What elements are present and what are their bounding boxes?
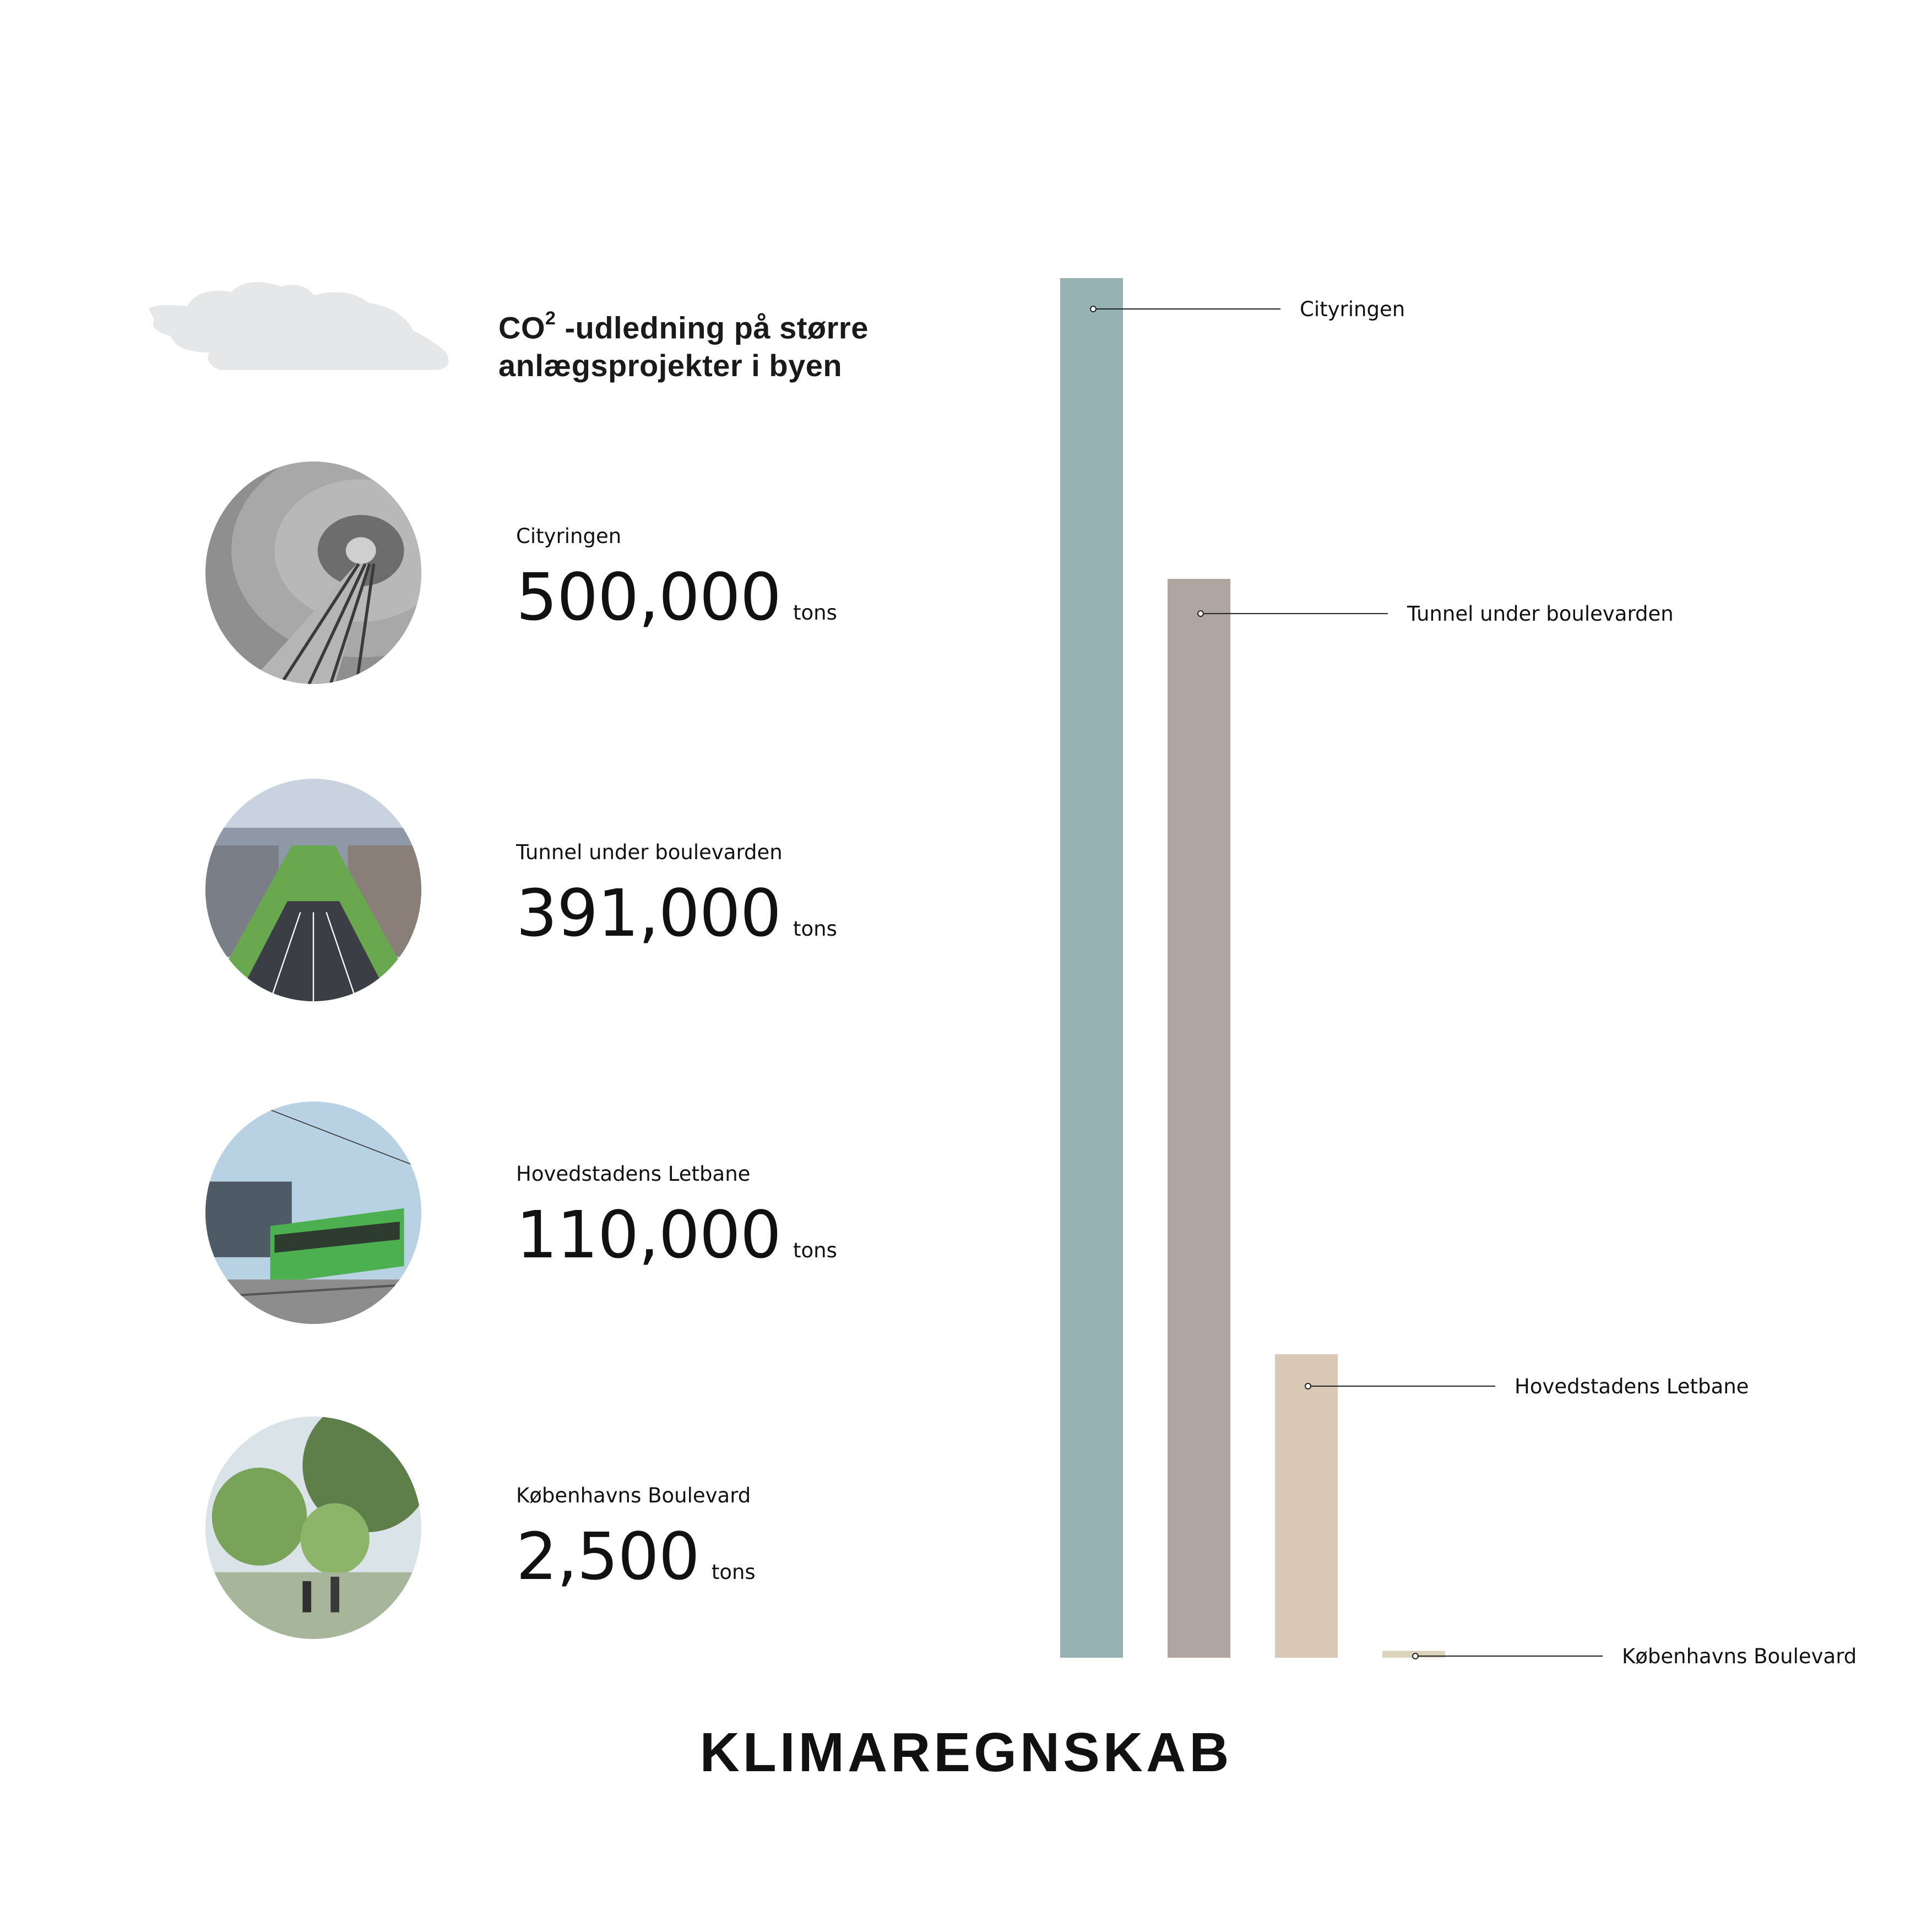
leader-dot [1305, 1383, 1311, 1389]
stat-unit: tons [711, 1560, 756, 1584]
bar-label-cityringen: Cityringen [1300, 297, 1405, 321]
stat-label: Tunnel under boulevarden [516, 840, 783, 864]
stat-unit: tons [793, 601, 837, 625]
stat-value: 110,000 [516, 1197, 781, 1273]
leader-dot [1198, 611, 1203, 616]
stat-unit: tons [793, 1239, 837, 1262]
bar-tunnel-under-boulevarden [1168, 579, 1230, 1658]
stat-label: Cityringen [516, 524, 622, 548]
stat-value: 391,000 [516, 875, 781, 951]
bar-cityringen [1060, 278, 1123, 1658]
stat-value: 2,500 [516, 1518, 699, 1594]
stat-label: Københavns Boulevard [516, 1484, 751, 1507]
chart-title: $CO^2$ -udledning på større anlægsprojekter i byen [498, 308, 869, 383]
leader-dot [1090, 306, 1096, 312]
leader-dot [1413, 1653, 1418, 1659]
bar-label-k-benhavns-boulevard: Københavns Boulevard [1622, 1645, 1857, 1668]
bar-label-hovedstadens-letbane: Hovedstadens Letbane [1515, 1374, 1749, 1398]
stat-label: Hovedstadens Letbane [516, 1162, 751, 1186]
stat-value: 500,000 [516, 559, 781, 635]
footer-title: KLIMAREGNSKAB [699, 1722, 1233, 1783]
bar-hovedstadens-letbane [1275, 1354, 1338, 1658]
bar-label-tunnel-under-boulevarden: Tunnel under boulevarden [1407, 602, 1674, 626]
stat-unit: tons [793, 917, 837, 941]
